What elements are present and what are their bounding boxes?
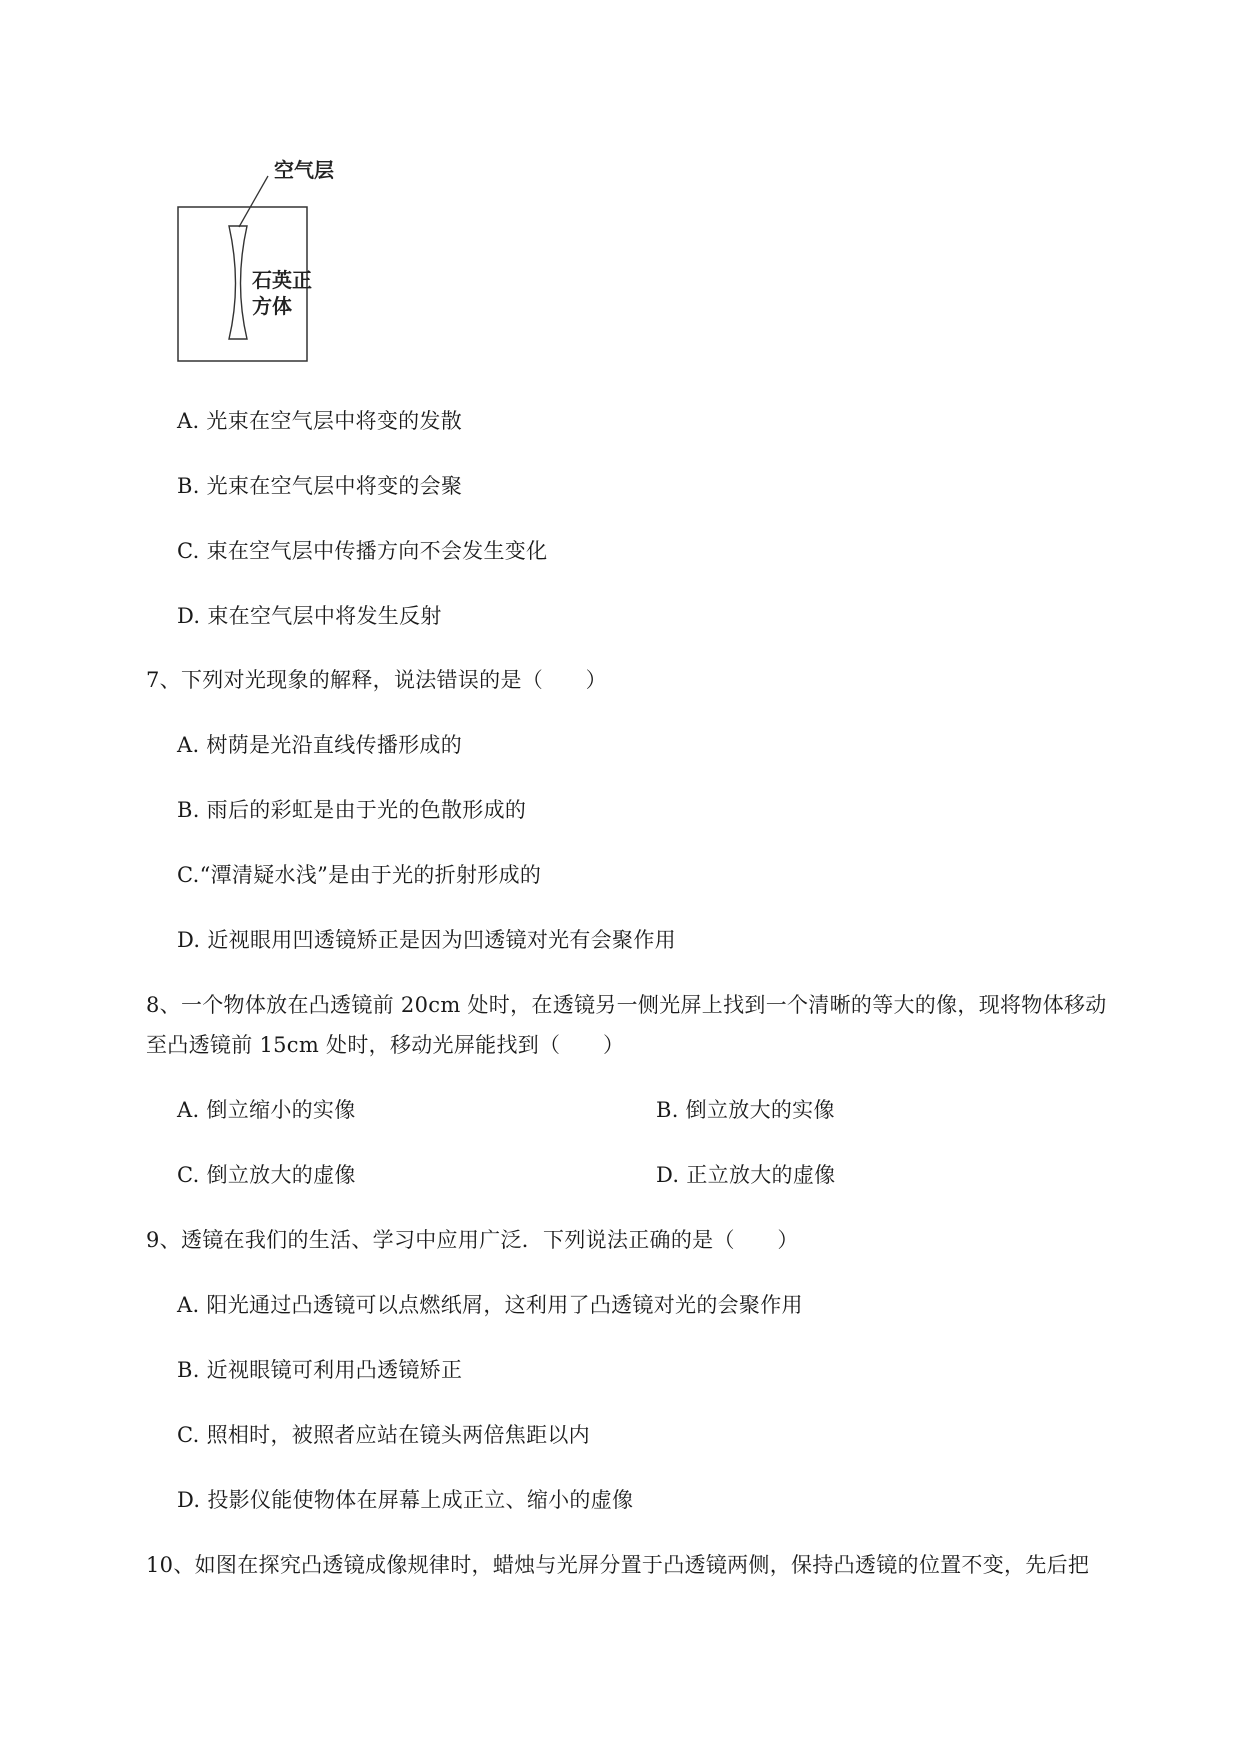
quartz-label-line2: 方体 bbox=[252, 294, 292, 318]
q7-stem: 7、下列对光现象的解释，说法错误的是（ ） bbox=[146, 668, 607, 692]
q7-option-c: C.“潭清疑水浅”是由于光的折射形成的 bbox=[177, 863, 542, 887]
q7-option-d: D. 近视眼用凹透镜矫正是因为凹透镜对光有会聚作用 bbox=[177, 928, 676, 952]
q8-stem-line2: 至凸透镜前 15cm 处时，移动光屏能找到（ ） bbox=[146, 1033, 625, 1057]
leader-line bbox=[239, 176, 268, 227]
air-layer-shape bbox=[229, 226, 247, 339]
q9-stem: 9、透镜在我们的生活、学习中应用广泛．下列说法正确的是（ ） bbox=[146, 1228, 799, 1252]
q8-option-b: B. 倒立放大的实像 bbox=[656, 1098, 835, 1122]
q9-option-a: A. 阳光通过凸透镜可以点燃纸屑，这利用了凸透镜对光的会聚作用 bbox=[177, 1293, 803, 1317]
air-layer-label: 空气层 bbox=[274, 158, 334, 182]
quartz-cube-diagram bbox=[170, 158, 330, 368]
q8-option-c: C. 倒立放大的虚像 bbox=[177, 1163, 356, 1187]
q7-option-a: A. 树荫是光沿直线传播形成的 bbox=[177, 733, 463, 757]
q8-option-a: A. 倒立缩小的实像 bbox=[177, 1098, 356, 1122]
q9-option-c: C. 照相时，被照者应站在镜头两倍焦距以内 bbox=[177, 1423, 590, 1447]
q8-stem-line1: 8、一个物体放在凸透镜前 20cm 处时，在透镜另一侧光屏上找到一个清晰的等大的像，现将物体移动 bbox=[146, 993, 1107, 1017]
q9-option-b: B. 近视眼镜可利用凸透镜矫正 bbox=[177, 1358, 463, 1382]
q7-option-b: B. 雨后的彩虹是由于光的色散形成的 bbox=[177, 798, 527, 822]
q6-option-a: A. 光束在空气层中将变的发散 bbox=[177, 409, 463, 433]
quartz-label-line1: 石英正 bbox=[252, 268, 312, 292]
q6-option-c: C. 束在空气层中传播方向不会发生变化 bbox=[177, 539, 548, 563]
quartz-cube-figure bbox=[170, 158, 334, 368]
q9-option-d: D. 投影仪能使物体在屏幕上成正立、缩小的虚像 bbox=[177, 1488, 634, 1512]
q6-option-d: D. 束在空气层中将发生反射 bbox=[177, 604, 442, 628]
q6-option-b: B. 光束在空气层中将变的会聚 bbox=[177, 474, 463, 498]
q10-stem-line1: 10、如图在探究凸透镜成像规律时，蜡烛与光屏分置于凸透镜两侧，保持凸透镜的位置不变，先后把 bbox=[146, 1553, 1090, 1577]
q8-option-d: D. 正立放大的虚像 bbox=[656, 1163, 836, 1187]
